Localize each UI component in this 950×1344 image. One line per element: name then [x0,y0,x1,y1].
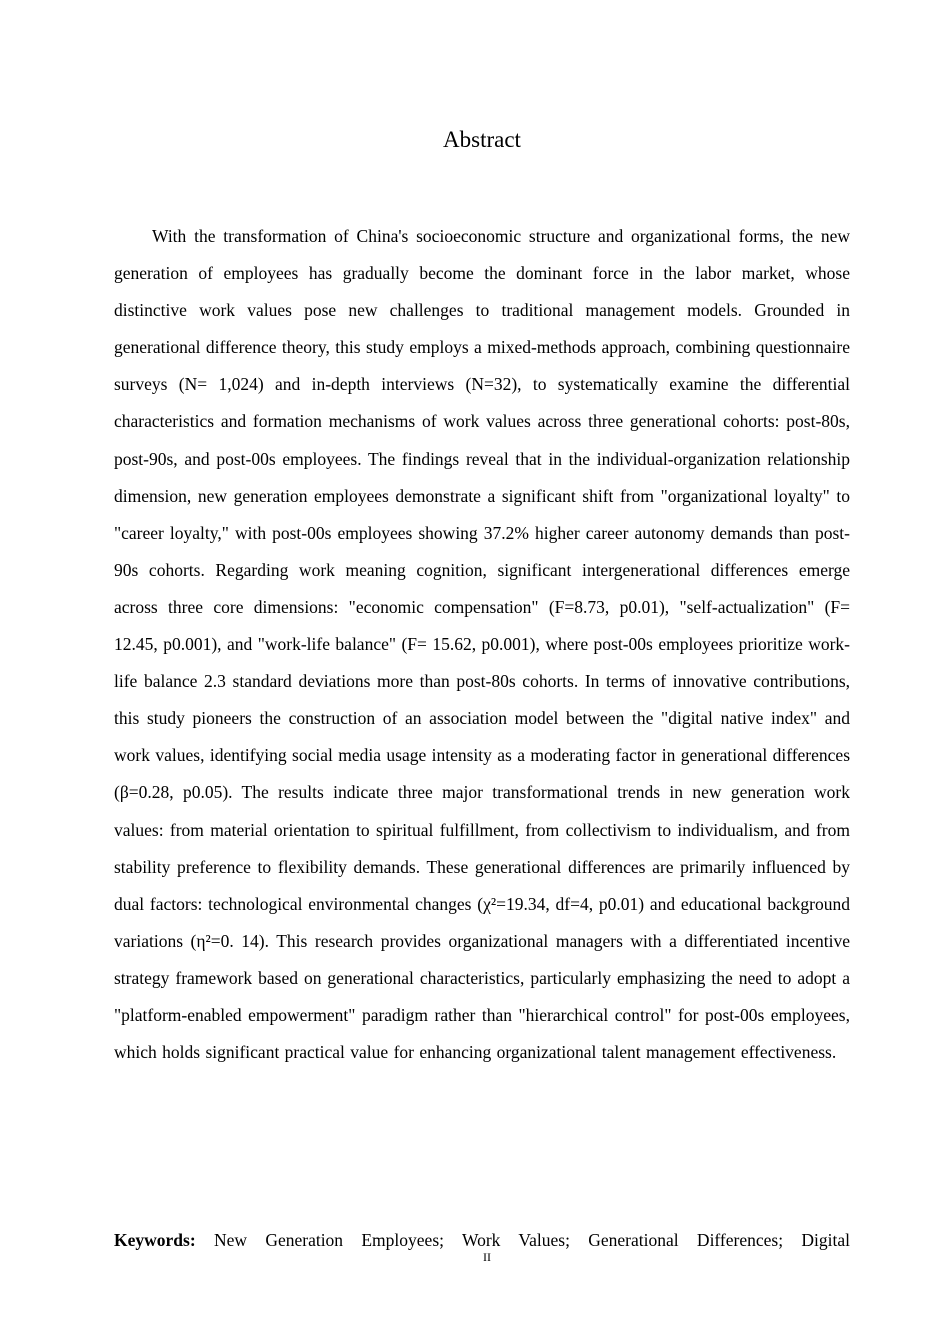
abstract-body: With the transformation of China's socioeconomic structure and organizational forms, the new generation of employees has gradually become the dominant force in the labor market, whose distinctive work values pose new challenges to traditional management models. Grounded in generational difference theory, this study employs a mixed-methods approach, combining questionnaire surveys (N= 1,024) and in-depth interviews (N=32), to systematically examine the differential characteristics and formation mechanisms of work values across three generational cohorts: post-80s, post-90s, and post-00s employees. The findings reveal that in the individual-organization relationship dimension, new generation employees demonstrate a significant shift from "organizational loyalty" to "career loyalty," with post-00s employees showing 37.2% higher career autonomy demands than post-90s cohorts. Regarding work meaning cognition, significant intergenerational differences emerge across three core dimensions: "economic compensation" (F=8.73, p0.01), "self-actualization" (F= 12.45, p0.001), and "work-life balance" (F= 15.62, p0.001), where post-00s employees prioritize work-life balance 2.3 standard deviations more than post-80s cohorts. In terms of innovative contributions, this study pioneers the construction of an association model between the "digital native index" and work values, identifying social media usage intensity as a moderating factor in generational differences (β=0.28, p0.05). The results indicate three major transformational trends in new generation work values: from material orientation to spiritual fulfillment, from collectivism to individualism, and from stability preference to flexibility demands. These generational differences are primarily influenced by dual factors: technological environmental changes (χ²=19.34, df=4, p0.01) and educational background variations (η²=0. 14). This research provides organizational managers with a differentiated incentive strategy framework based on generational characteristics, particularly emphasizing the need to adopt a "platform-enabled empowerment" paradigm rather than "hierarchical control" for post-00s employees, which holds significant practical value for enhancing organizational talent management effectiveness. [114,226,850,1063]
keywords-label: Keywords: [114,1230,196,1250]
abstract-title: Abstract [443,127,521,152]
keywords-text: New Generation Employees; Work Values; Generational Differences; Digital [213,1230,850,1250]
page-number: II [483,1250,491,1264]
